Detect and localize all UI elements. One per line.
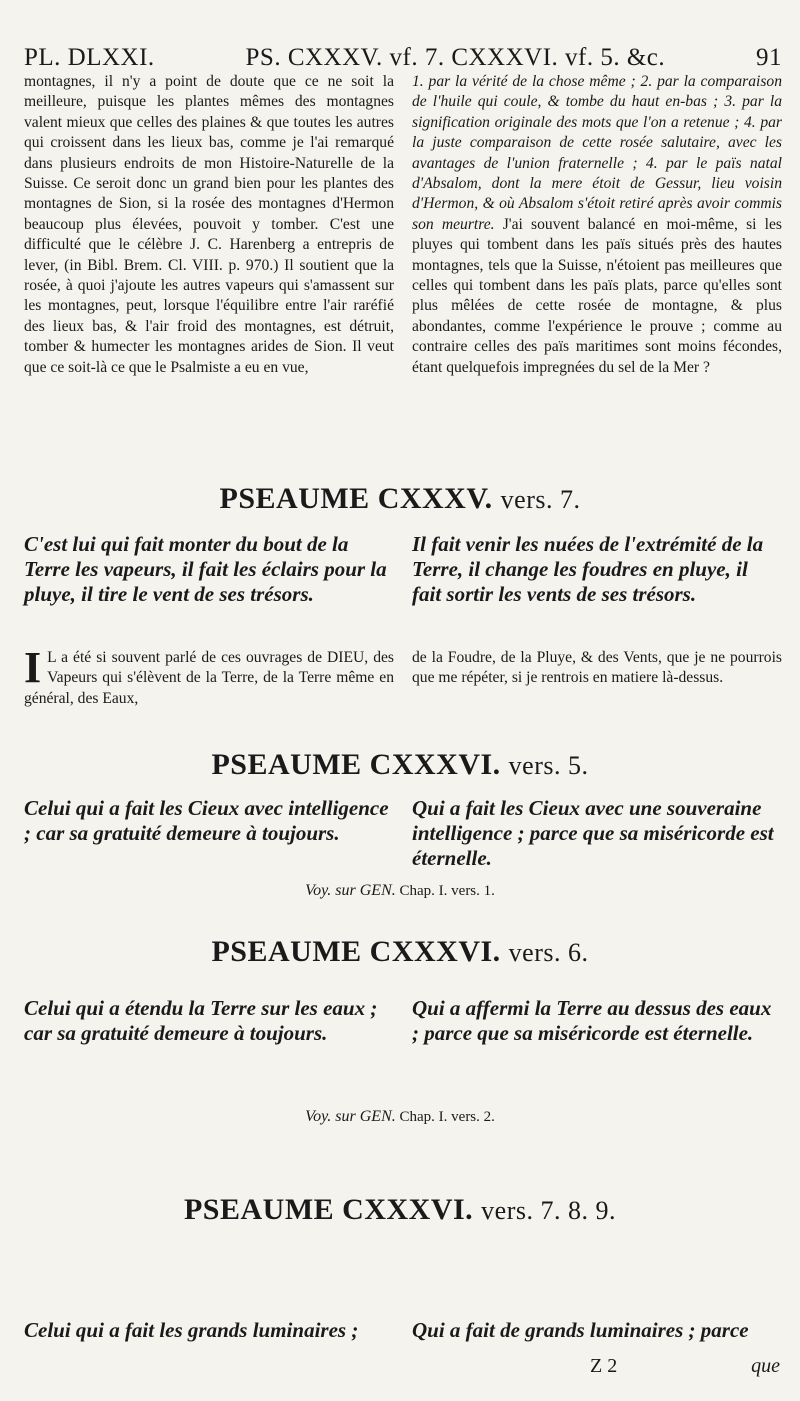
psalm-verses-3	[24, 996, 782, 1046]
psalm-title: PSEAUME CXXXVI.	[183, 1193, 474, 1226]
verse-right: Il fait venir les nuées de l'extrémité de la Terre, il change les foudres en pluye, il fait sortir les vents de ses trésors.	[412, 532, 764, 606]
psalm-title: PSEAUME CXXXV.	[219, 482, 493, 515]
page-number: 91	[755, 44, 782, 71]
psalm-heading-4	[0, 1193, 800, 1227]
verse-right: Qui a fait de grands luminaires ; parce	[412, 1318, 749, 1342]
cross-reference-3	[0, 1108, 800, 1126]
plate-number: PL. DLXXI.	[24, 44, 155, 71]
verse-right: Qui a affermi la Terre au dessus des eaux ; parce que sa miséricorde est éternelle.	[412, 996, 772, 1045]
verse-left: C'est lui qui fait monter du bout de la Terre les vapeurs, il fait les éclairs pour la pluye, il tire le vent de ses trésors.	[24, 532, 387, 606]
psalm-verses-4	[24, 1318, 782, 1343]
verse-left: Celui qui a fait les Cieux avec intelligence ; car sa gratuité demeure à toujours.	[24, 796, 389, 845]
commentary-right	[412, 72, 782, 378]
comment-right: de la Foudre, de la Pluye, & des Vents, que je ne pourrois que me répéter, si je rentrois en matiere là-dessus.	[412, 649, 782, 687]
cross-reference-2	[0, 882, 800, 900]
psalm-title: PSEAUME CXXXVI.	[211, 748, 501, 781]
psalm-heading-3	[0, 935, 800, 969]
commentary-left: montagnes, il n'y a point de doute que ce ne soit la meilleure, puisque les plantes mêmes des montagnes valent mieux que celles des plaines & que toutes les autres qui croissent dans les lieux bas, comme je l'ai remarqué dans plusieurs endroits de mon Histoire-Naturelle de la Suisse. Ce seroit donc un grand bien pour les plantes des montagnes de Sion, si la rosée des montagnes d'Hermon beaucoup plus élevées, pouvoit y tomber. C'est une difficulté que le célèbre J. C. Harenberg a entrepris de lever, (in Bibl. Brem. Cl. VIII. p. 970.) Il soutient que la rosée, à quoi j'ajoute les autres vapeurs qui s'amassent sur les montagnes, peut, lorsque l'équilibre entre l'air raréfié des lieux bas, & l'air froid des montagnes, est détruit, tomber & humecter les montagnes arides de Sion. Il veut que ce soit-là ce que le Psalmiste a eu en vue,	[24, 73, 394, 376]
commentary-right-roman: J'ai souvent balancé en moi-même, si les pluyes qui tombent dans les païs situés près des hautes montagnes, tels que la Suisse, n'étoient pas meilleures que celles qui tombent dans les païs plats, parce qu'elles sont plus mêlées de cette rosée de montagne, & plus abondantes, comme l'expérience le prouve ; comme au contraire celles des païs maritimes sont moins fécondes, étant quelquefois impregnées du sel de la Mer ?	[412, 215, 782, 376]
verse-right: Qui a fait les Cieux avec une souveraine intelligence ; parce que sa miséricorde est éternelle.	[412, 796, 774, 870]
psalm-comment-1	[24, 643, 782, 709]
psalm-verses-2	[24, 796, 782, 871]
ref-voy: Voy. sur GEN.	[305, 882, 396, 899]
commentary-block	[24, 72, 782, 378]
ref-voy: Voy. sur GEN.	[305, 1108, 396, 1125]
signature-mark: Z 2	[590, 1355, 618, 1377]
verse-left: Celui qui a fait les grands luminaires ;	[24, 1318, 359, 1342]
running-title: PS. CXXXV. vf. 7. CXXXVI. vf. 5. &c.	[245, 44, 666, 71]
psalm-heading-1	[0, 482, 800, 516]
psalm-title: PSEAUME CXXXVI.	[211, 935, 501, 968]
verse-left: Celui qui a étendu la Terre sur les eaux ; car sa gratuité demeure à toujours.	[24, 996, 378, 1045]
comment-left	[24, 643, 394, 709]
psalm-verse: vers. 6.	[508, 938, 589, 967]
psalm-verse: vers. 7. 8. 9.	[481, 1196, 616, 1225]
ref-chapter: Chap. I. vers. 1.	[399, 883, 495, 899]
psalm-verse: vers. 7.	[500, 485, 581, 514]
psalm-verse: vers. 5.	[508, 751, 589, 780]
page-footer	[470, 1355, 780, 1378]
psalm-verses-1	[24, 532, 782, 607]
commentary-right-italic: 1. par la vérité de la chose même ; 2. par la comparaison de l'huile qui coule, & tombe du haut en-bas ; 3. par la signification originale des mots que l'on a retenue ; 4. par la juste comparaison de cette rosée salutaire, avec les avantages de l'union fraternelle ; 4. par le païs natal d'Absalom, dont la mere étoit de Gessur, lieu voisin d'Hermon, & où Absalom s'étoit retiré après avoir commis son meurtre.	[412, 73, 782, 233]
running-head	[24, 44, 782, 72]
drop-cap: I	[24, 643, 42, 692]
comment-left-text: L a été si souvent parlé de ces ouvrages de DIEU, des Vapeurs qui s'élèvent de la Terre, de la Terre même en général, des Eaux,	[24, 649, 394, 707]
ref-chapter: Chap. I. vers. 2.	[399, 1109, 495, 1125]
psalm-heading-2	[0, 748, 800, 782]
catchword: que	[751, 1355, 780, 1377]
